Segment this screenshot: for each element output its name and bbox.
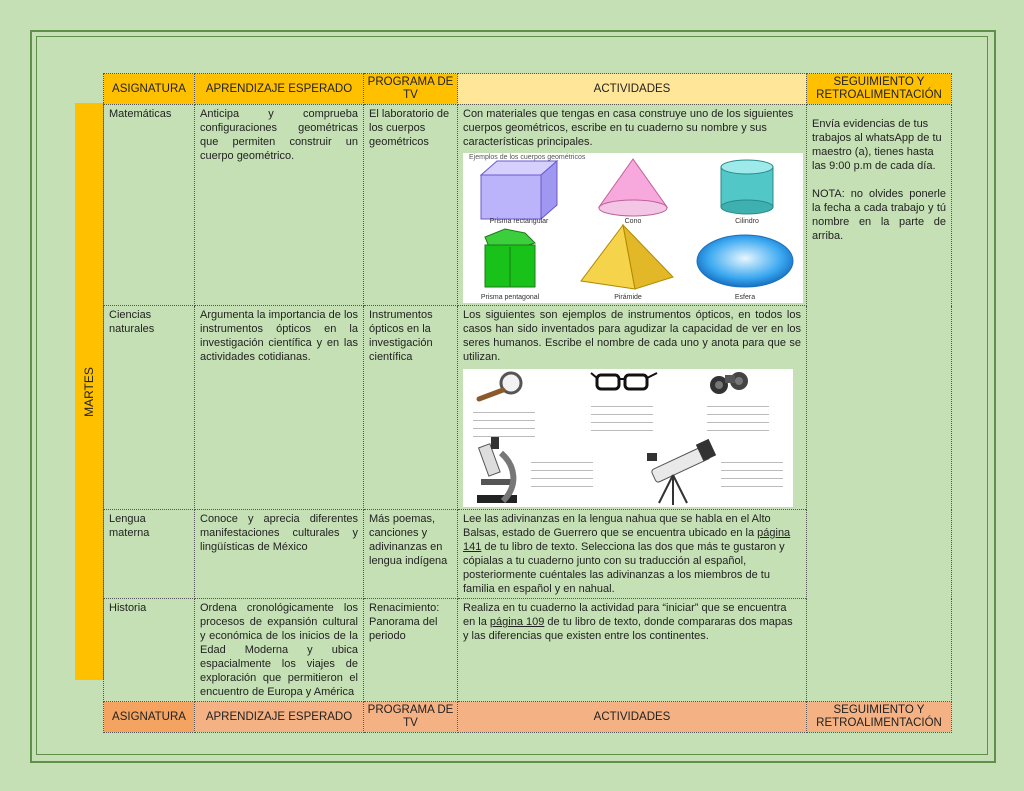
day-label: MARTES [82,366,97,417]
row-aprendizaje: Conoce y aprecia diferentes manifestaciones culturales y lingüísticas de México [195,510,364,599]
row-aprendizaje: Anticipa y comprueba configuraciones geométricas que permiten construir un cuerpo geométrico. [195,105,364,306]
row-programa: Renacimiento: Panorama del periodo [364,599,458,702]
glasses-icon [591,373,657,389]
header-actividades: ACTIVIDADES [458,74,807,105]
header-programa: PROGRAMA DE TV [364,74,458,105]
cylinder-icon [721,160,773,214]
page-link[interactable]: página 141 [463,527,791,553]
footer-aprendizaje: APRENDIZAJE ESPERADO [195,702,364,733]
page-link[interactable]: página 109 [489,616,545,628]
answer-lines [707,399,769,431]
sphere-icon [697,235,793,287]
row-actividades [458,599,807,702]
footer-asignatura: ASIGNATURA [104,702,195,733]
row-asignatura: Historia [104,599,195,702]
answer-lines [531,455,593,487]
seguimiento-cell [807,105,952,702]
row-aprendizaje: Argumenta la importancia de los instrumentos ópticos en la investigación científica y en las actividades cotidianas. [195,306,364,510]
geometric-shapes-figure [463,153,803,303]
binoculars-icon [710,372,748,394]
plan-table [103,73,952,733]
shape-caption: Cilindro [735,218,759,225]
header-seguimiento: SEGUIMIENTO Y RETROALIMENTACIÓN [807,74,952,105]
row-programa: Más poemas, canciones y adivinanzas en lengua indígena [364,510,458,599]
microscope-icon [477,437,517,503]
seguimiento-nota: NOTA: no olvides ponerle la fecha a cada trabajo y tú nombre en la parte de arriba. [812,188,946,242]
seguimiento-text: Envía evidencias de tus trabajos al whatsApp de tu maestro (a), tienes hasta las 9:00 p.m de cada día. [812,118,942,172]
shape-caption: Pirámide [614,294,642,301]
footer-row [104,702,952,733]
header-asignatura: ASIGNATURA [104,74,195,105]
row-aprendizaje: Ordena cronológicamente los procesos de expansión cultural y económica de los inicios de la Edad Moderna y ubica espacialmente los viajes de exploración que permitieron el encuentro de Europa y América [195,599,364,702]
optical-instruments-figure [463,369,793,507]
day-label-column [75,103,104,680]
cone-icon [599,159,667,216]
row-programa: Instrumentos ópticos en la investigación científica [364,306,458,510]
magnifying-glass-icon [479,373,521,399]
actividades-text: Los siguientes son ejemplos de instrumentos ópticos, en todos los casos han sido inventados para agudizar la capacidad de ver en los seres humanos. Escribe el nombre de cada uno y anota para que se utilizan. [463,309,801,363]
table-row [104,105,952,306]
footer-actividades: ACTIVIDADES [458,702,807,733]
telescope-icon [647,439,716,505]
pentagonal-prism-icon [485,229,535,287]
shape-caption: Prisma rectangular [489,218,549,225]
actividades-text: de tu libro de texto. Selecciona las dos que más te gustaron y cópialas a tu cuaderno junto con su traducción al español, posteriormente cuéntales las adivinanzas a los miembros de tu familia en español y en nahual. [463,541,785,595]
row-asignatura: Matemáticas [104,105,195,306]
answer-lines [591,399,653,431]
header-row [104,74,952,105]
shape-caption: Esfera [734,294,756,301]
shape-caption: Prisma pentagonal [480,294,540,301]
actividades-text: de tu libro de texto, donde compararas dos mapas y las diferencias que existen entre los continentes. [463,616,793,642]
row-actividades [458,510,807,599]
row-asignatura: Ciencias naturales [104,306,195,510]
shape-caption: Cono [624,218,642,225]
actividades-text: Realiza en tu cuaderno la actividad para “iniciar” que se encuentra en la [463,602,787,628]
actividades-text: Lee las adivinanzas en la lengua nahua que se habla en el Alto Balsas, estado de Guerrero que se encuentra ubicado en la [463,513,771,539]
header-aprendizaje: APRENDIZAJE ESPERADO [195,74,364,105]
row-asignatura: Lengua materna [104,510,195,599]
pyramid-icon [581,225,673,289]
row-programa: El laboratorio de los cuerpos geométricos [364,105,458,306]
footer-seguimiento: SEGUIMIENTO Y RETROALIMENTACIÓN [807,702,952,733]
answer-lines [473,405,535,437]
rectangular-prism-icon [481,161,557,219]
actividades-text: Con materiales que tengas en casa construye uno de los siguientes cuerpos geométricos, escribe en tu cuaderno su nombre y sus características principales. [463,108,794,148]
row-actividades [458,105,807,306]
row-actividades [458,306,807,510]
answer-lines [721,455,783,487]
shapes-title: Ejemplos de los cuerpos geométricos [469,154,586,161]
footer-programa: PROGRAMA DE TV [364,702,458,733]
